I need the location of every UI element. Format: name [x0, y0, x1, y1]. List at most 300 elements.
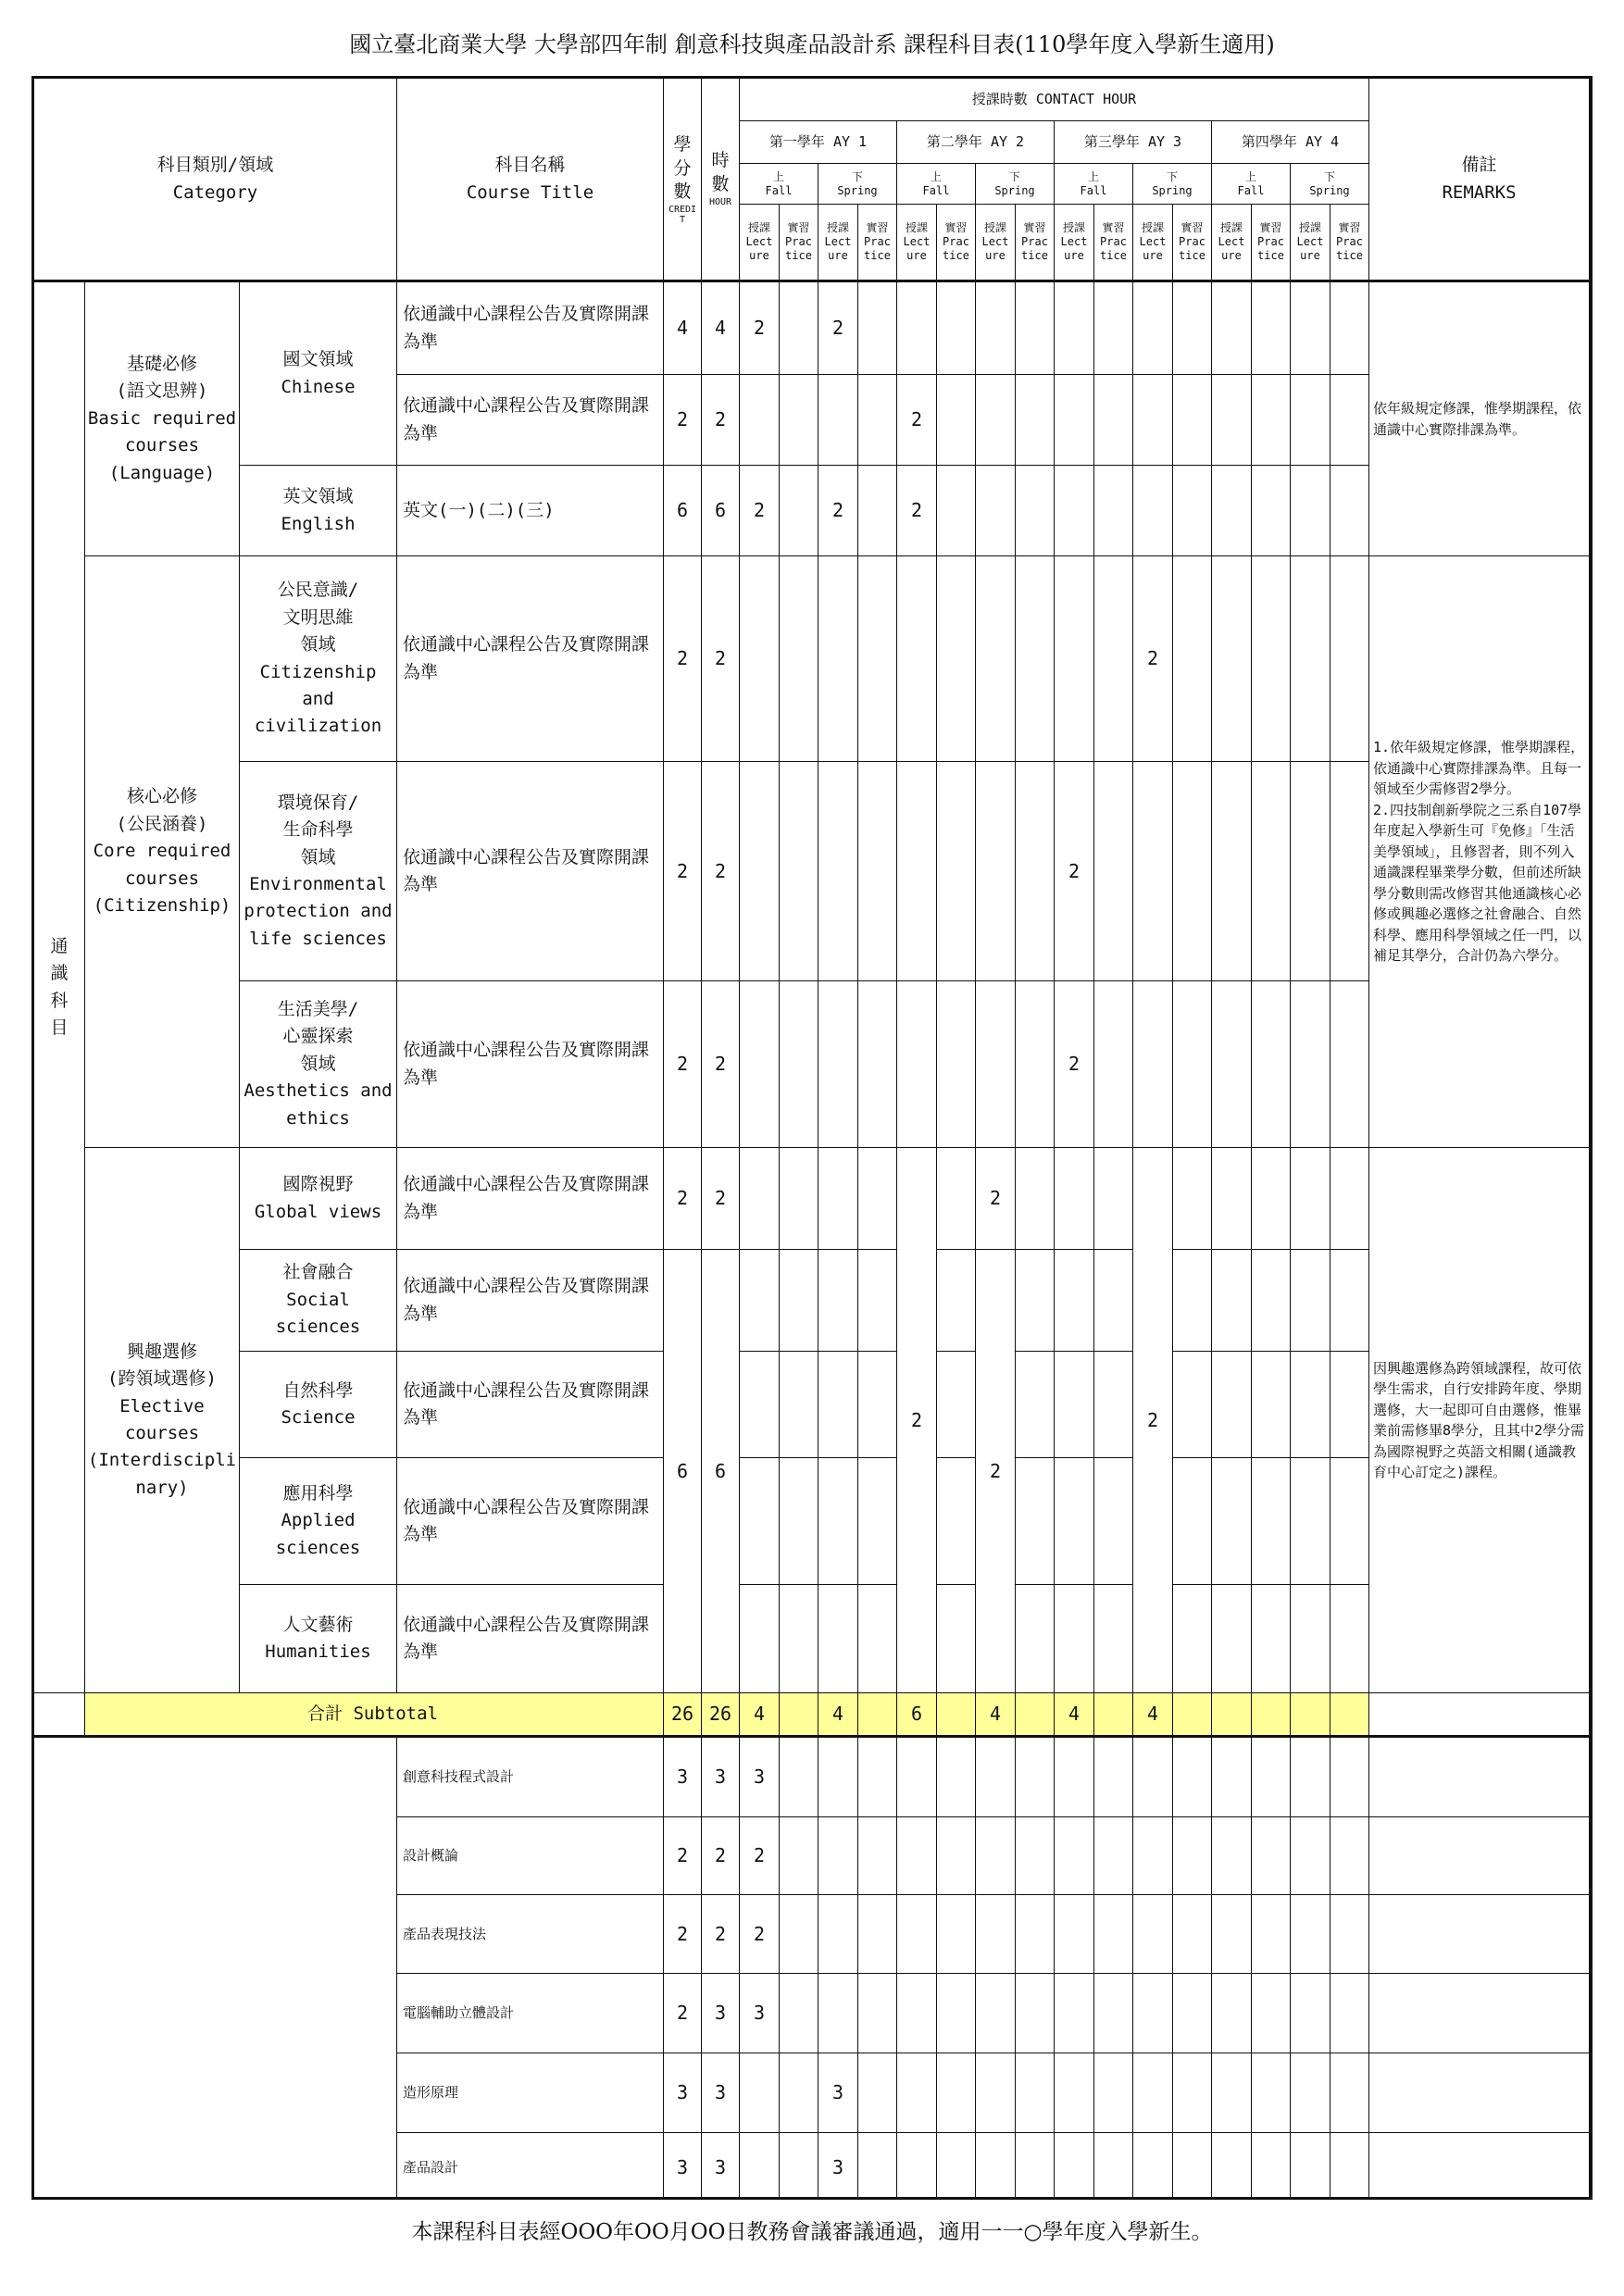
hour-cell — [1173, 375, 1212, 466]
credit-header-en: CREDI T — [668, 204, 697, 225]
hour-cell — [1055, 1738, 1094, 1817]
remark-cell — [1369, 1895, 1590, 1974]
hour-total: 3 — [702, 2053, 740, 2133]
hour-cell — [858, 1585, 897, 1693]
course-title: 造形原理 — [397, 2053, 664, 2133]
hour-cell — [1016, 762, 1055, 981]
hour-cell — [1133, 1738, 1173, 1817]
practice-header: 實習 Prac tice — [780, 205, 818, 282]
practice-header: 實習 Prac tice — [1016, 205, 1055, 282]
hour-cell — [858, 1352, 897, 1458]
hour-value: 2 — [818, 282, 858, 375]
remark-cell — [1369, 2133, 1590, 2200]
hour-cell — [1291, 1817, 1330, 1895]
hour-cell — [1094, 1458, 1133, 1585]
remark-cell — [1369, 1974, 1590, 2053]
approval-footnote: 本課程科目表經OOO年OO月OO日教務會議審議通過，適用一一○學年度入學新生。 — [411, 2220, 1213, 2244]
fall-header: 上 Fall — [897, 164, 976, 205]
dept-category-cell — [34, 1738, 397, 2200]
hour-cell — [976, 1817, 1016, 1895]
hour-cell — [1016, 1895, 1055, 1974]
course-title: 依通識中心課程公告及實際開課為準 — [397, 762, 664, 981]
hour-cell — [1212, 1974, 1252, 2053]
hour-cell — [1212, 1458, 1252, 1585]
hour-cell — [1016, 375, 1055, 466]
hour-cell — [976, 762, 1016, 981]
course-title: 產品設計 — [397, 2133, 664, 2200]
hour-value: 2 — [740, 282, 780, 375]
hour-cell — [1173, 1895, 1212, 1974]
hour-cell — [1055, 1458, 1094, 1585]
hour-cell — [897, 2133, 937, 2200]
subtotal-spacer — [34, 1693, 85, 1738]
hour-cell — [858, 375, 897, 466]
hour-cell — [1330, 1817, 1369, 1895]
hour-cell — [1291, 762, 1330, 981]
hour-cell — [740, 2133, 780, 2200]
hour-cell — [1016, 2053, 1055, 2133]
subtotal-label: 合計 Subtotal — [85, 1693, 664, 1738]
hour-cell — [1055, 1974, 1094, 2053]
hour-cell — [1094, 282, 1133, 375]
hour-cell — [1252, 1352, 1291, 1458]
lecture-header: 授課 Lect ure — [1133, 205, 1173, 282]
hour-cell — [1330, 2053, 1369, 2133]
hour-cell — [858, 1458, 897, 1585]
hour-cell — [976, 1974, 1016, 2053]
year-header-1: 第一學年 AY 1 — [740, 121, 897, 164]
hour-cell — [1094, 556, 1133, 762]
spring-header: 下 Spring — [818, 164, 897, 205]
subtotal-cell — [1016, 1693, 1055, 1738]
hour-cell — [1212, 1738, 1252, 1817]
lecture-header: 授課 Lect ure — [818, 205, 858, 282]
hour-cell — [1330, 1974, 1369, 2053]
hour-cell — [1212, 762, 1252, 981]
hour-total: 3 — [702, 1738, 740, 1817]
hour-cell — [976, 2133, 1016, 2200]
remark-cell — [1369, 1817, 1590, 1895]
hour-cell — [1133, 2053, 1173, 2133]
hour-value: 3 — [740, 1974, 780, 2053]
hour-total: 2 — [702, 556, 740, 762]
hour-cell — [1330, 2133, 1369, 2200]
hour-cell — [858, 2053, 897, 2133]
hour-cell — [818, 1585, 858, 1693]
hour-header-en: HOUR — [708, 197, 732, 208]
hour-cell — [780, 762, 818, 981]
hour-cell — [780, 375, 818, 466]
hour-cell — [976, 282, 1016, 375]
hour-cell — [1055, 2053, 1094, 2133]
elective-domain: 自然科學 Science — [240, 1352, 397, 1458]
hour-cell — [1055, 1895, 1094, 1974]
practice-header: 實習 Prac tice — [937, 205, 976, 282]
hour-cell — [976, 981, 1016, 1148]
fall-header: 上 Fall — [740, 164, 818, 205]
hour-cell — [1173, 1817, 1212, 1895]
hour-value: 2 — [897, 375, 937, 466]
hour-cell — [1133, 762, 1173, 981]
hour-cell — [1055, 1352, 1094, 1458]
hour-cell — [1330, 282, 1369, 375]
hour-cell — [1055, 2133, 1094, 2200]
hour-value: 2 — [740, 1817, 780, 1895]
hour-cell — [1330, 762, 1369, 981]
hour-cell — [1291, 2053, 1330, 2133]
hour-cell — [937, 1352, 976, 1458]
hour-cell — [976, 556, 1016, 762]
hour-cell — [1094, 466, 1133, 556]
course-title: 依通識中心課程公告及實際開課為準 — [397, 1352, 664, 1458]
hour-cell — [1094, 762, 1133, 981]
hour-cell — [1173, 1974, 1212, 2053]
hour-cell — [1016, 1352, 1055, 1458]
hour-cell — [1055, 282, 1094, 375]
lecture-header: 授課 Lect ure — [897, 205, 937, 282]
credit-header — [664, 79, 702, 282]
hour-cell — [1016, 2133, 1055, 2200]
hour-cell — [1173, 466, 1212, 556]
hour-cell — [1016, 1974, 1055, 2053]
hour-cell — [1252, 1585, 1291, 1693]
spring-header: 下 Spring — [976, 164, 1055, 205]
hour-cell — [858, 1738, 897, 1817]
hour-cell — [818, 1458, 858, 1585]
hour-cell — [1252, 981, 1291, 1148]
hour-cell — [1094, 375, 1133, 466]
hour-cell — [1212, 981, 1252, 1148]
spring-header: 下 Spring — [1133, 164, 1212, 205]
subtotal-cell — [937, 1693, 976, 1738]
hour-cell — [740, 1250, 780, 1352]
credit-value: 6 — [664, 1250, 702, 1693]
hour-cell — [1330, 1895, 1369, 1974]
hour-value: 2 — [1133, 556, 1173, 762]
hour-value: 2 — [1055, 981, 1094, 1148]
hour-cell — [976, 1895, 1016, 1974]
hour-cell — [740, 981, 780, 1148]
remarks-header: 備註 REMARKS — [1369, 79, 1590, 282]
hour-cell — [1212, 2053, 1252, 2133]
hour-cell — [937, 466, 976, 556]
hour-cell — [1252, 1974, 1291, 2053]
subtotal-cell — [1252, 1693, 1291, 1738]
basic-required-category: 基礎必修 (語文思辨) Basic required courses (Language) — [85, 282, 240, 556]
hour-cell — [818, 1148, 858, 1250]
hour-cell — [1016, 1585, 1055, 1693]
hour-cell — [1330, 1585, 1369, 1693]
remark-cell — [1369, 2053, 1590, 2133]
hour-cell — [1212, 556, 1252, 762]
hour-cell — [1330, 556, 1369, 762]
credit-value: 4 — [664, 282, 702, 375]
core-domain: 生活美學/ 心靈探索 領域 Aesthetics and ethics — [240, 981, 397, 1148]
hour-cell — [1330, 1250, 1369, 1352]
curriculum-table — [31, 76, 1593, 2200]
hour-cell — [858, 2133, 897, 2200]
hour-cell — [818, 375, 858, 466]
practice-header: 實習 Prac tice — [1252, 205, 1291, 282]
credit-value: 2 — [664, 375, 702, 466]
hour-cell — [818, 1738, 858, 1817]
hour-cell — [937, 1148, 976, 1250]
core-remark: 1.依年級規定修課，惟學期課程，依通識中心實際排課為準。且每一領域至少需修習2學分。 2.四技制創新學院之三系自107學年度起入學新生可『免修』「生活美學領域」，且修習者，則不列入通識課程畢業學分數，但前述所缺學分數則需改修習其他通識核心必修或興趣必選修之社會融合、自然科學、應用科學領域之任一門，以補足其學分，合計仍為六學分。 — [1369, 556, 1590, 1148]
hour-total: 2 — [702, 762, 740, 981]
subtotal-hour-value: 4 — [976, 1693, 1016, 1738]
hour-total: 6 — [702, 1250, 740, 1693]
hour-cell — [1252, 2053, 1291, 2133]
lecture-header: 授課 Lect ure — [1212, 205, 1252, 282]
hour-cell — [1252, 1895, 1291, 1974]
hour-cell — [1212, 1895, 1252, 1974]
hour-cell — [740, 1585, 780, 1693]
hour-cell — [1016, 1250, 1055, 1352]
subtotal-hour-value: 6 — [897, 1693, 937, 1738]
hour-total: 2 — [702, 1817, 740, 1895]
hour-cell — [897, 1817, 937, 1895]
hour-cell — [1252, 466, 1291, 556]
hour-cell — [1094, 1250, 1133, 1352]
hour-cell — [1212, 282, 1252, 375]
hour-cell — [1291, 466, 1330, 556]
subtotal-cell — [1330, 1693, 1369, 1738]
hour-cell — [1094, 981, 1133, 1148]
course-title: 依通識中心課程公告及實際開課為準 — [397, 981, 664, 1148]
hour-cell — [1055, 1148, 1094, 1250]
hour-cell — [1055, 375, 1094, 466]
hour-cell — [1094, 1738, 1133, 1817]
hour-cell — [1252, 1250, 1291, 1352]
hour-cell — [1330, 1148, 1369, 1250]
credit-value: 3 — [664, 2133, 702, 2200]
hour-cell — [1173, 1250, 1212, 1352]
hour-cell — [740, 1352, 780, 1458]
hour-cell — [740, 1458, 780, 1585]
hour-cell — [858, 981, 897, 1148]
hour-cell — [1252, 1738, 1291, 1817]
hour-cell — [1133, 1817, 1173, 1895]
hour-cell — [1173, 282, 1212, 375]
credit-value: 3 — [664, 2053, 702, 2133]
hour-value: 2 — [976, 1148, 1016, 1250]
hour-cell — [1094, 2053, 1133, 2133]
hour-cell — [780, 2133, 818, 2200]
contact-hour-header: 授課時數 CONTACT HOUR — [740, 79, 1369, 121]
hour-cell — [818, 1352, 858, 1458]
hour-cell — [1016, 1148, 1055, 1250]
hour-value: 2 — [976, 1250, 1016, 1693]
year-header-4: 第四學年 AY 4 — [1212, 121, 1369, 164]
basic-remark: 依年級規定修課，惟學期課程，依通識中心實際排課為準。 — [1369, 282, 1590, 556]
course-title: 創意科技程式設計 — [397, 1738, 664, 1817]
core-domain: 公民意識/ 文明思維 領域 Citizenship and civilization — [240, 556, 397, 762]
hour-cell — [937, 556, 976, 762]
subtotal-cell — [1094, 1693, 1133, 1738]
hour-cell — [1173, 1458, 1212, 1585]
hour-cell — [1330, 375, 1369, 466]
credit-value: 6 — [664, 466, 702, 556]
hour-cell — [818, 1250, 858, 1352]
hour-cell — [818, 1895, 858, 1974]
subtotal-cell — [858, 1693, 897, 1738]
hour-cell — [780, 1352, 818, 1458]
course-title: 依通識中心課程公告及實際開課為準 — [397, 1458, 664, 1585]
hour-cell — [780, 2053, 818, 2133]
hour-cell — [818, 1974, 858, 2053]
hour-cell — [897, 762, 937, 981]
hour-cell — [976, 375, 1016, 466]
hour-value: 2 — [1055, 762, 1094, 981]
hour-cell — [1212, 1148, 1252, 1250]
hour-cell — [1173, 556, 1212, 762]
hour-cell — [937, 2133, 976, 2200]
hour-cell — [818, 762, 858, 981]
hour-cell — [1212, 1817, 1252, 1895]
subtotal-hour-value: 4 — [1055, 1693, 1094, 1738]
hour-cell — [1252, 556, 1291, 762]
hour-cell — [1173, 762, 1212, 981]
course-title: 依通識中心課程公告及實際開課為準 — [397, 282, 664, 375]
subtotal-cell — [1212, 1693, 1252, 1738]
hour-cell — [780, 556, 818, 762]
hour-cell — [858, 1250, 897, 1352]
credit-value: 2 — [664, 556, 702, 762]
general-education-label: 通 識 科 目 — [34, 282, 85, 1693]
hour-cell — [1173, 1148, 1212, 1250]
hour-total: 2 — [702, 375, 740, 466]
hour-cell — [780, 1250, 818, 1352]
hour-cell — [858, 1148, 897, 1250]
course-title: 設計概論 — [397, 1817, 664, 1895]
subtotal-cell — [780, 1693, 818, 1738]
hour-total: 6 — [702, 466, 740, 556]
hour-cell — [1094, 1585, 1133, 1693]
hour-cell — [1291, 981, 1330, 1148]
credit-value: 2 — [664, 981, 702, 1148]
hour-cell — [858, 282, 897, 375]
course-title-header: 科目名稱 Course Title — [397, 79, 664, 282]
hour-cell — [897, 981, 937, 1148]
fall-header: 上 Fall — [1212, 164, 1291, 205]
hour-cell — [1055, 556, 1094, 762]
hour-cell — [1291, 1458, 1330, 1585]
hour-value: 2 — [818, 466, 858, 556]
hour-cell — [1173, 1352, 1212, 1458]
hour-cell — [1055, 1250, 1094, 1352]
hour-cell — [858, 762, 897, 981]
hour-value: 3 — [740, 1738, 780, 1817]
year-header-3: 第三學年 AY 3 — [1055, 121, 1212, 164]
hour-cell — [897, 1738, 937, 1817]
hour-cell — [937, 1974, 976, 2053]
hour-cell — [1055, 466, 1094, 556]
hour-cell — [1252, 1148, 1291, 1250]
hour-cell — [1252, 762, 1291, 981]
subtotal-cell — [1291, 1693, 1330, 1738]
hour-cell — [780, 981, 818, 1148]
hour-cell — [858, 1974, 897, 2053]
hour-cell — [897, 556, 937, 762]
hour-cell — [818, 1817, 858, 1895]
hour-cell — [937, 1895, 976, 1974]
hour-value: 2 — [740, 1895, 780, 1974]
credit-value: 2 — [664, 1895, 702, 1974]
hour-cell — [740, 1148, 780, 1250]
hour-cell — [937, 1817, 976, 1895]
hour-cell — [897, 2053, 937, 2133]
hour-cell — [937, 1250, 976, 1352]
hour-cell — [1133, 466, 1173, 556]
hour-cell — [937, 762, 976, 981]
hour-total: 3 — [702, 1974, 740, 2053]
spring-header: 下 Spring — [1291, 164, 1369, 205]
hour-cell — [1016, 466, 1055, 556]
hour-cell — [1016, 556, 1055, 762]
hour-cell — [1291, 1895, 1330, 1974]
hour-cell — [818, 981, 858, 1148]
hour-cell — [1016, 282, 1055, 375]
hour-cell — [1291, 556, 1330, 762]
subtotal-credit: 26 — [664, 1693, 702, 1738]
elective-domain: 國際視野 Global views — [240, 1148, 397, 1250]
core-domain: 環境保育/ 生命科學 領域 Environmental protection and life sciences — [240, 762, 397, 981]
hour-cell — [1291, 375, 1330, 466]
subtotal-cell — [1173, 1693, 1212, 1738]
hour-cell — [1330, 1458, 1369, 1585]
course-title: 依通識中心課程公告及實際開課為準 — [397, 1585, 664, 1693]
hour-cell — [1133, 375, 1173, 466]
course-title: 英文(一)(二)(三) — [397, 466, 664, 556]
hour-cell — [1291, 1148, 1330, 1250]
remark-cell — [1369, 1738, 1590, 1817]
hour-cell — [1291, 282, 1330, 375]
hour-cell — [1252, 282, 1291, 375]
hour-cell — [1212, 466, 1252, 556]
hour-cell — [740, 375, 780, 466]
hour-cell — [780, 1974, 818, 2053]
hour-cell — [937, 1738, 976, 1817]
hour-total: 2 — [702, 1148, 740, 1250]
hour-cell — [976, 2053, 1016, 2133]
subtotal-hour-value: 4 — [1133, 1693, 1173, 1738]
lecture-header: 授課 Lect ure — [1291, 205, 1330, 282]
hour-total: 4 — [702, 282, 740, 375]
hour-value: 2 — [897, 1148, 937, 1693]
hour-total: 2 — [702, 981, 740, 1148]
course-title: 依通識中心課程公告及實際開課為準 — [397, 375, 664, 466]
elective-domain: 應用科學 Applied sciences — [240, 1458, 397, 1585]
english-domain: 英文領域 English — [240, 466, 397, 556]
hour-total: 2 — [702, 1895, 740, 1974]
hour-cell — [858, 466, 897, 556]
hour-cell — [858, 556, 897, 762]
document-title: 國立臺北商業大學 大學部四年制 創意科技與產品設計系 課程科目表(110學年度入學新生適用) — [349, 31, 1275, 57]
hour-cell — [1133, 282, 1173, 375]
hour-cell — [858, 1895, 897, 1974]
hour-header — [702, 79, 740, 282]
lecture-header: 授課 Lect ure — [740, 205, 780, 282]
hour-value: 2 — [740, 466, 780, 556]
practice-header: 實習 Prac tice — [1173, 205, 1212, 282]
practice-header: 實習 Prac tice — [858, 205, 897, 282]
hour-cell — [858, 1817, 897, 1895]
hour-cell — [1173, 981, 1212, 1148]
hour-value: 2 — [1133, 1148, 1173, 1693]
hour-cell — [937, 375, 976, 466]
hour-cell — [1291, 1738, 1330, 1817]
hour-cell — [780, 466, 818, 556]
